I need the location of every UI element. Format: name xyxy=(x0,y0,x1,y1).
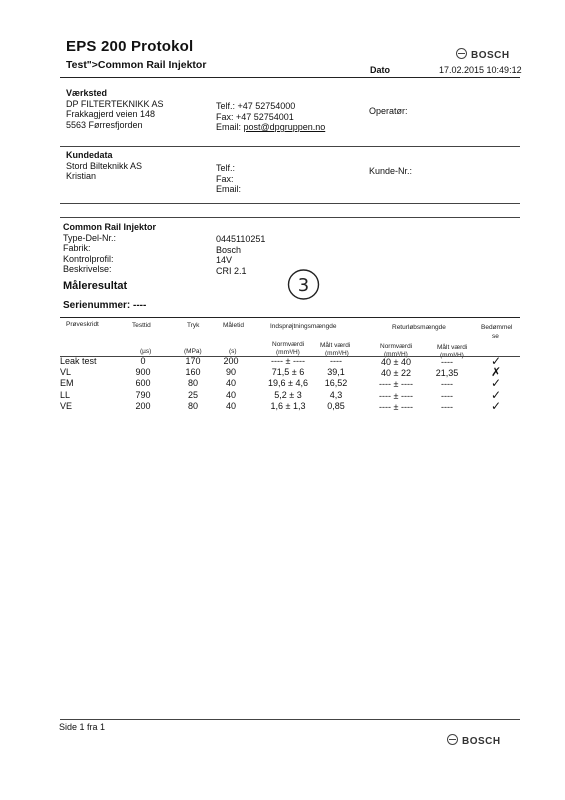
unit-mpa: (MPa) xyxy=(184,348,202,355)
cell-maalt: 4,3 xyxy=(329,389,343,400)
unit-us: (µs) xyxy=(140,348,152,355)
check-mark-icon: ✓ xyxy=(491,376,502,391)
col-header-bedoemmelse: Bedømmel xyxy=(481,324,513,331)
vaerksted-line: 5563 Førresfjorden xyxy=(66,119,143,130)
cell-maaletid: 40 xyxy=(225,400,236,411)
cell-maalt: 0,85 xyxy=(327,400,345,411)
cell-tryk: 160 xyxy=(185,367,201,378)
cell-step: LL xyxy=(60,389,71,400)
bosch-logo xyxy=(456,48,510,61)
col-header-testtid: Testtid xyxy=(132,322,151,329)
serienummer: Serienummer: ---- xyxy=(63,300,147,311)
kundedata-email: Email: xyxy=(216,184,242,194)
cell-step: Leak test xyxy=(60,356,97,366)
bosch-ring-icon xyxy=(456,48,467,59)
cell-maaletid: 40 xyxy=(225,378,236,389)
injektor-heading: Common Rail Injektor xyxy=(63,222,157,232)
injektor-label: Beskrivelse: xyxy=(63,264,112,274)
check-mark-icon: ✓ xyxy=(491,398,502,413)
cell-maaletid: 200 xyxy=(223,356,239,366)
footer-divider xyxy=(60,719,520,720)
cell-maaletid: 90 xyxy=(225,367,236,378)
cell-step: VE xyxy=(60,400,73,411)
vaerksted-tel: Telf.: +47 52754000 xyxy=(216,101,296,111)
operator-label: Operatør: xyxy=(369,106,408,116)
cell-testtid: 200 xyxy=(135,400,151,411)
check-mark-icon: ✓ xyxy=(491,387,502,402)
kundedata-block xyxy=(66,150,142,182)
section-divider xyxy=(60,317,520,318)
unit-norm: (mm³/H) xyxy=(276,349,300,356)
cell-norm: 1,6 ± 1,3 xyxy=(270,400,306,411)
vaerksted-email-label: Email: xyxy=(216,122,242,132)
cell-testtid: 900 xyxy=(135,367,151,378)
cell-maaletid: 40 xyxy=(225,389,236,400)
footer-bosch-logo xyxy=(447,734,501,747)
unit-rnorm: (mm³/H) xyxy=(384,351,408,358)
injektor-values xyxy=(216,234,265,276)
injektor-label: Fabrik: xyxy=(63,243,91,253)
section-divider xyxy=(60,146,520,147)
kunde-nr-label: Kunde-Nr.: xyxy=(369,166,413,176)
injektor-label: Type-Del-Nr.: xyxy=(63,232,117,243)
cell-maalt: 39,1 xyxy=(327,367,345,378)
cell-tryk: 80 xyxy=(187,400,198,411)
cell-testtid: 600 xyxy=(135,378,151,389)
kundedata-line: Stord Bilteknikk AS xyxy=(66,160,143,171)
col-header-maaletid: Måletid xyxy=(223,322,244,329)
cell-rnorm: ---- ± ---- xyxy=(379,401,413,412)
cell-rmaalt: ---- xyxy=(441,401,453,412)
col-header-rmaalt: Målt værdi xyxy=(437,344,468,351)
check-mark-icon: ✓ xyxy=(491,354,502,368)
cell-step: VL xyxy=(60,367,72,378)
unit-s: (s) xyxy=(229,348,237,355)
cell-tryk: 25 xyxy=(187,389,198,400)
cell-tryk: 170 xyxy=(185,356,201,366)
col-header-tryk: Tryk xyxy=(187,322,200,329)
handwritten-circle-annotation xyxy=(287,268,320,301)
section-divider xyxy=(60,217,520,218)
bosch-logo-text: BOSCH xyxy=(462,736,501,747)
col-header-retur: Returløbsmængde xyxy=(392,324,446,331)
fabrik-value: Bosch xyxy=(216,244,242,255)
col-header-proeveskridt: Prøveskridt xyxy=(66,321,99,328)
kundedata-fax: Fax: xyxy=(216,173,234,184)
document-title: EPS 200 Protokol xyxy=(66,38,194,55)
cell-rmaalt: ---- xyxy=(441,379,453,390)
handwritten-number: 3 xyxy=(297,275,310,296)
bosch-ring-icon xyxy=(447,734,458,745)
col-header-rnorm: Normværdi xyxy=(380,343,413,350)
cell-norm: ---- ± ---- xyxy=(271,356,305,366)
vaerksted-line: DP FILTERTEKNIKK AS xyxy=(66,98,164,109)
cell-rmaalt: ---- xyxy=(441,357,453,367)
cell-maalt: ---- xyxy=(330,356,342,366)
unit-maalt: (mm³/H) xyxy=(325,350,349,357)
maaleresultat-heading: Måleresultat xyxy=(63,280,128,292)
vaerksted-line: Frakkagjerd veien 148 xyxy=(66,109,156,119)
dato-value: 17.02.2015 10:49:12 xyxy=(439,65,522,75)
bosch-logo-text: BOSCH xyxy=(471,50,510,61)
vaerksted-heading: Værksted xyxy=(66,88,108,98)
vaerksted-block xyxy=(66,88,164,130)
kundedata-heading: Kundedata xyxy=(66,150,113,160)
cell-rnorm: ---- ± ---- xyxy=(379,390,413,401)
vaerksted-email-link[interactable]: post@dpgruppen.no xyxy=(243,122,326,132)
cell-rnorm: 40 ± 40 xyxy=(381,357,411,367)
col-header-norm: Normværdi xyxy=(272,341,305,348)
cell-norm: 19,6 ± 4,6 xyxy=(268,378,308,389)
document-subtitle: Test">Common Rail Injektor xyxy=(66,59,207,71)
cell-maalt: 16,52 xyxy=(324,378,348,389)
cell-testtid: 0 xyxy=(140,356,146,366)
injektor-label: Kontrolprofil: xyxy=(63,253,114,264)
col-header-inds: Indsprøjtningsmængde xyxy=(270,323,337,330)
section-divider xyxy=(60,203,520,204)
cell-step: EM xyxy=(60,378,74,389)
cell-testtid: 790 xyxy=(135,389,151,400)
kundedata-tel: Telf.: xyxy=(216,163,236,173)
header-divider xyxy=(60,77,520,78)
cell-norm: 71,5 ± 6 xyxy=(271,367,305,378)
kontrolprofil-value: 14V xyxy=(216,255,233,265)
cell-rnorm: ---- ± ---- xyxy=(379,379,413,390)
type-del-nr-value: 0445110251 xyxy=(216,234,266,244)
cell-rmaalt: ---- xyxy=(441,390,453,401)
fail-mark-icon: ✗ xyxy=(491,365,502,380)
dato-label: Dato xyxy=(370,65,390,75)
kundedata-contact xyxy=(216,163,241,195)
page-number: Side 1 fra 1 xyxy=(59,722,106,732)
unit-rmaalt: (mm³/H) xyxy=(440,352,464,359)
kundedata-line: Kristian xyxy=(66,171,97,181)
beskrivelse-value: CRI 2.1 xyxy=(216,265,247,276)
vaerksted-fax: Fax: +47 52754001 xyxy=(216,111,294,122)
cell-tryk: 80 xyxy=(187,378,198,389)
cell-rnorm: 40 ± 22 xyxy=(381,368,411,379)
col-header-bedoemmelse-cont: se xyxy=(492,333,499,340)
cell-norm: 5,2 ± 3 xyxy=(274,389,302,400)
col-header-maalt: Målt værdi xyxy=(320,342,351,349)
vaerksted-contact xyxy=(216,101,325,133)
cell-rmaalt: 21,35 xyxy=(435,368,459,379)
injektor-block xyxy=(63,222,156,275)
